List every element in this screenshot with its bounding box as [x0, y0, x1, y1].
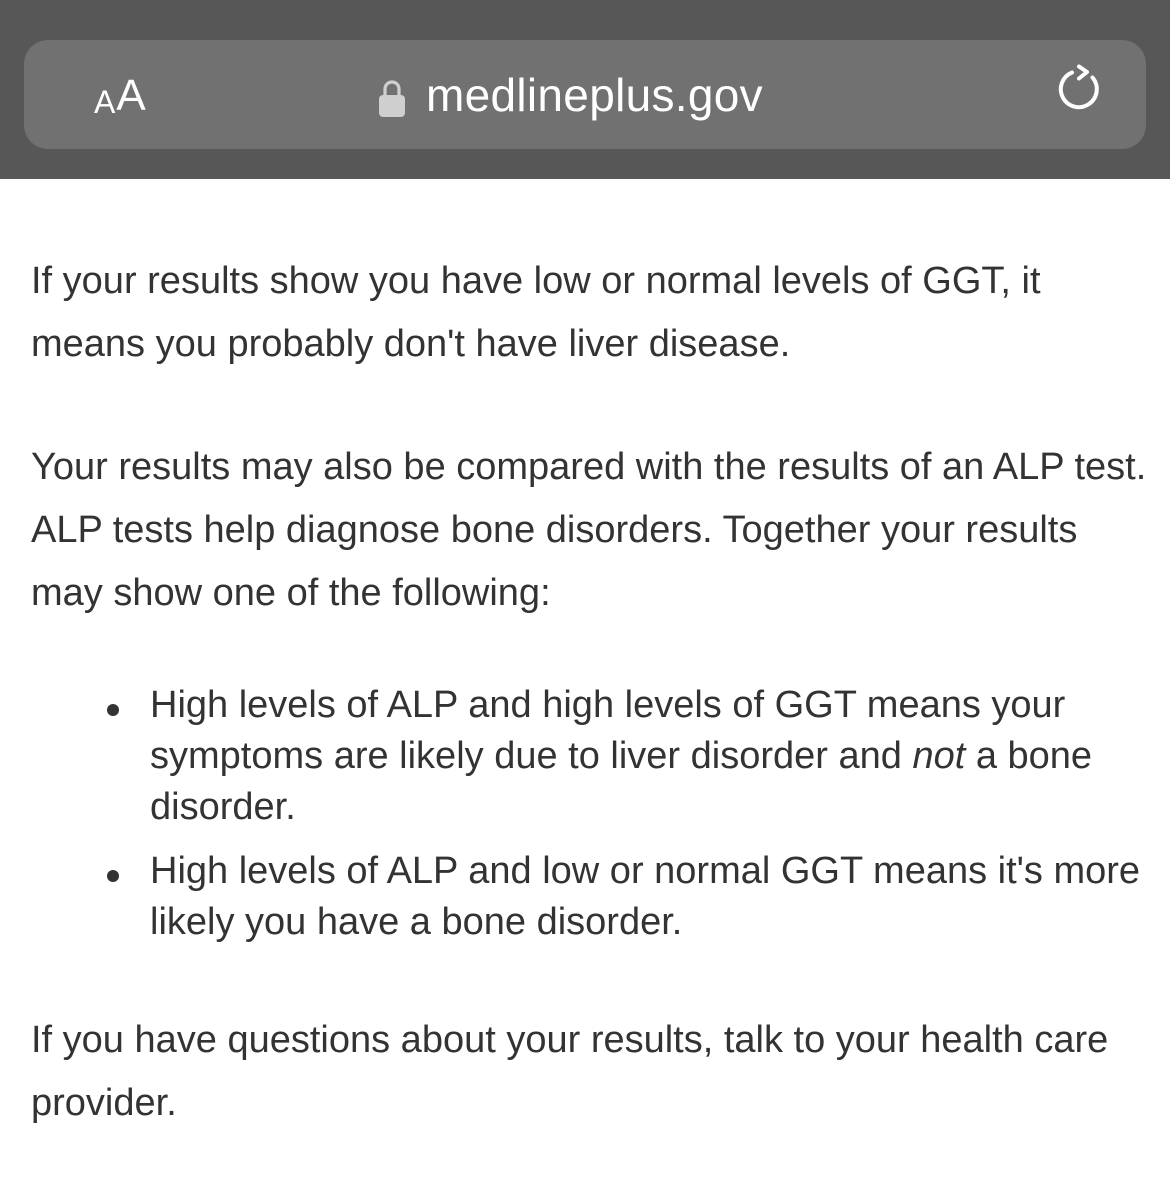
bullet-text: High levels of ALP and low or normal GGT means it's more likely you have a bone disorder.: [150, 850, 1141, 943]
text-size-large-a: A: [116, 71, 146, 120]
lock-icon: [378, 78, 406, 118]
bullet-text-before: High levels of ALP and high levels of GGT means your symptoms are likely due to liver disorder and: [150, 684, 1066, 777]
paragraph-alp-comparison: Your results may also be compared with the results of an ALP test. ALP tests help diagnose bone disorders. Together your results may show one of the following:: [31, 446, 1147, 614]
list-item: [31, 680, 1151, 833]
bullet-icon: [107, 870, 119, 882]
browser-toolbar: [0, 0, 1170, 179]
bullet-emphasis: not: [912, 735, 966, 777]
list-item: [31, 846, 1151, 948]
bullet-icon: [107, 704, 119, 716]
paragraph-ggt-normal: If your results show you have low or normal levels of GGT, it means you probably don't have liver disease.: [31, 260, 1041, 365]
text-size-button[interactable]: [94, 68, 146, 118]
address-bar[interactable]: [24, 40, 1146, 149]
domain-text: medlineplus.gov: [426, 69, 763, 121]
url-display[interactable]: [378, 66, 763, 124]
bullet-text-after: a bone disorder.: [150, 735, 1093, 828]
results-list: [31, 680, 1151, 961]
text-size-small-a: A: [94, 84, 116, 120]
reload-icon[interactable]: [1052, 62, 1108, 118]
paragraph-questions: If you have questions about your results, talk to your health care provider.: [31, 1019, 1109, 1124]
